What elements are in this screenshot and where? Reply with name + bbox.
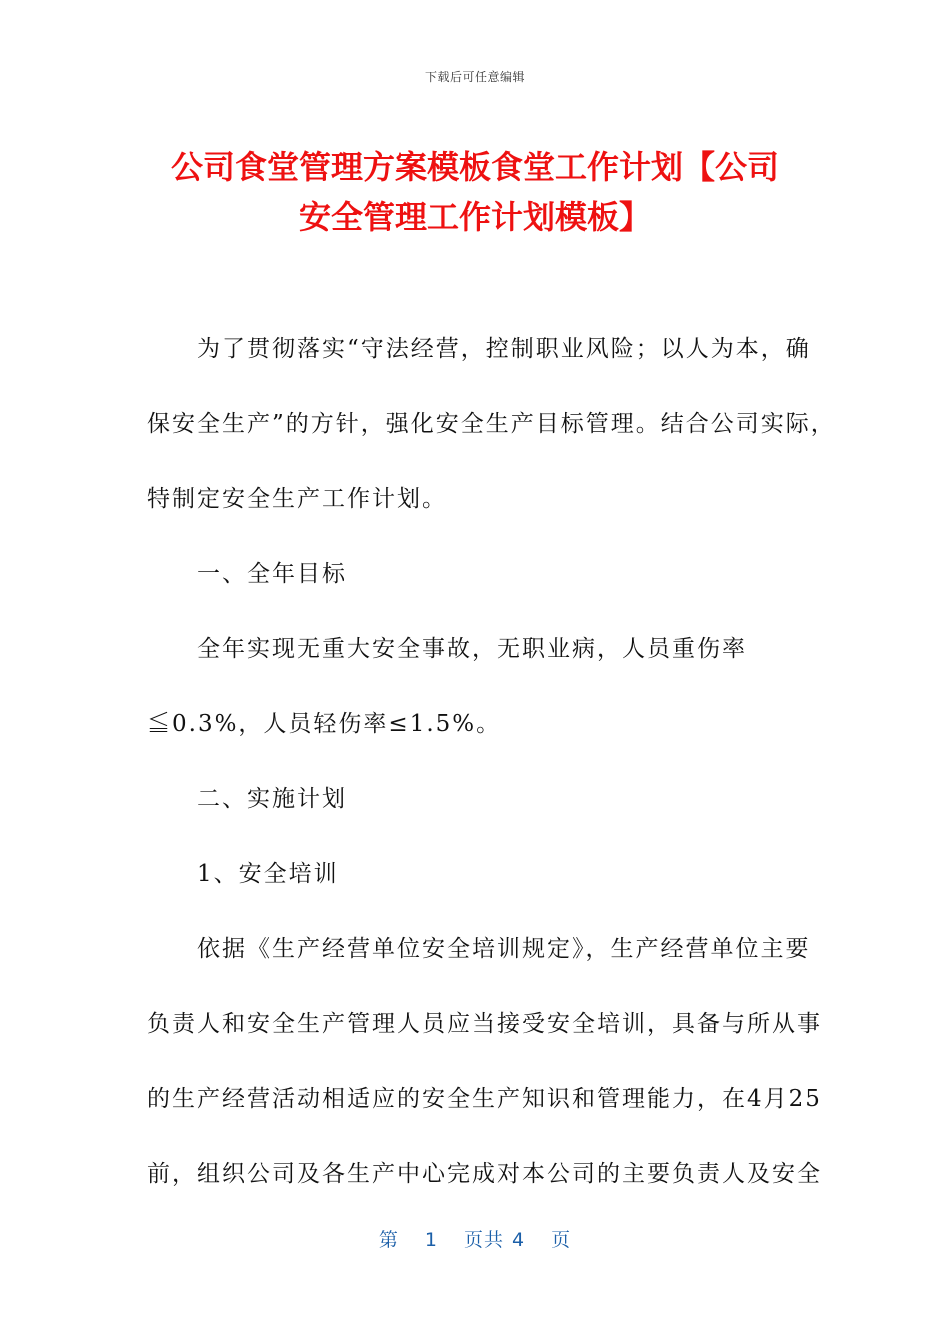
paragraph-training-line-3: 的生产经营活动相适应的安全生产知识和管理能力，在4月25 <box>147 1086 822 1112</box>
footer-total-pages: 4 <box>512 1229 526 1251</box>
paragraph-goal-line-1: 全年实现无重大安全事故，无职业病，人员重伤率 <box>147 636 747 662</box>
paragraph-intro-line-3: 特制定安全生产工作计划。 <box>147 486 447 512</box>
page-footer <box>0 1225 950 1252</box>
paragraph-training-line-4: 前，组织公司及各生产中心完成对本公司的主要负责人及安全 <box>147 1161 822 1187</box>
title-line-2: 安全管理工作计划模板】 <box>298 198 651 236</box>
paragraph-training-line-2: 负责人和安全生产管理人员应当接受安全培训，具备与所从事 <box>147 1011 822 1037</box>
document-title <box>60 142 890 242</box>
footer-page-number: 1 <box>424 1229 438 1251</box>
paragraph-intro-line-1: 为了贯彻落实“守法经营，控制职业风险；以人为本，确 <box>147 336 811 362</box>
header-note: 下载后可任意编辑 <box>424 70 525 84</box>
title-line-1: 公司食堂管理方案模板食堂工作计划【公司 <box>170 148 779 186</box>
paragraph-goal-line-2: ≦0.3%，人员轻伤率≤1.5%。 <box>147 711 502 737</box>
paragraph-training-line-1: 依据《生产经营单位安全培训规定》，生产经营单位主要 <box>147 936 811 962</box>
section-heading-plan: 二、实施计划 <box>147 786 347 812</box>
footer-suffix: 页 <box>551 1229 572 1251</box>
paragraph-intro-line-2: 保安全生产”的方针，强化安全生产目标管理。结合公司实际， <box>147 411 836 437</box>
section-heading-annual-goal: 一、全年目标 <box>147 561 347 587</box>
footer-middle: 页共 <box>463 1229 504 1251</box>
subsection-heading-training: 1、安全培训 <box>147 861 339 887</box>
footer-prefix: 第 <box>378 1229 399 1251</box>
